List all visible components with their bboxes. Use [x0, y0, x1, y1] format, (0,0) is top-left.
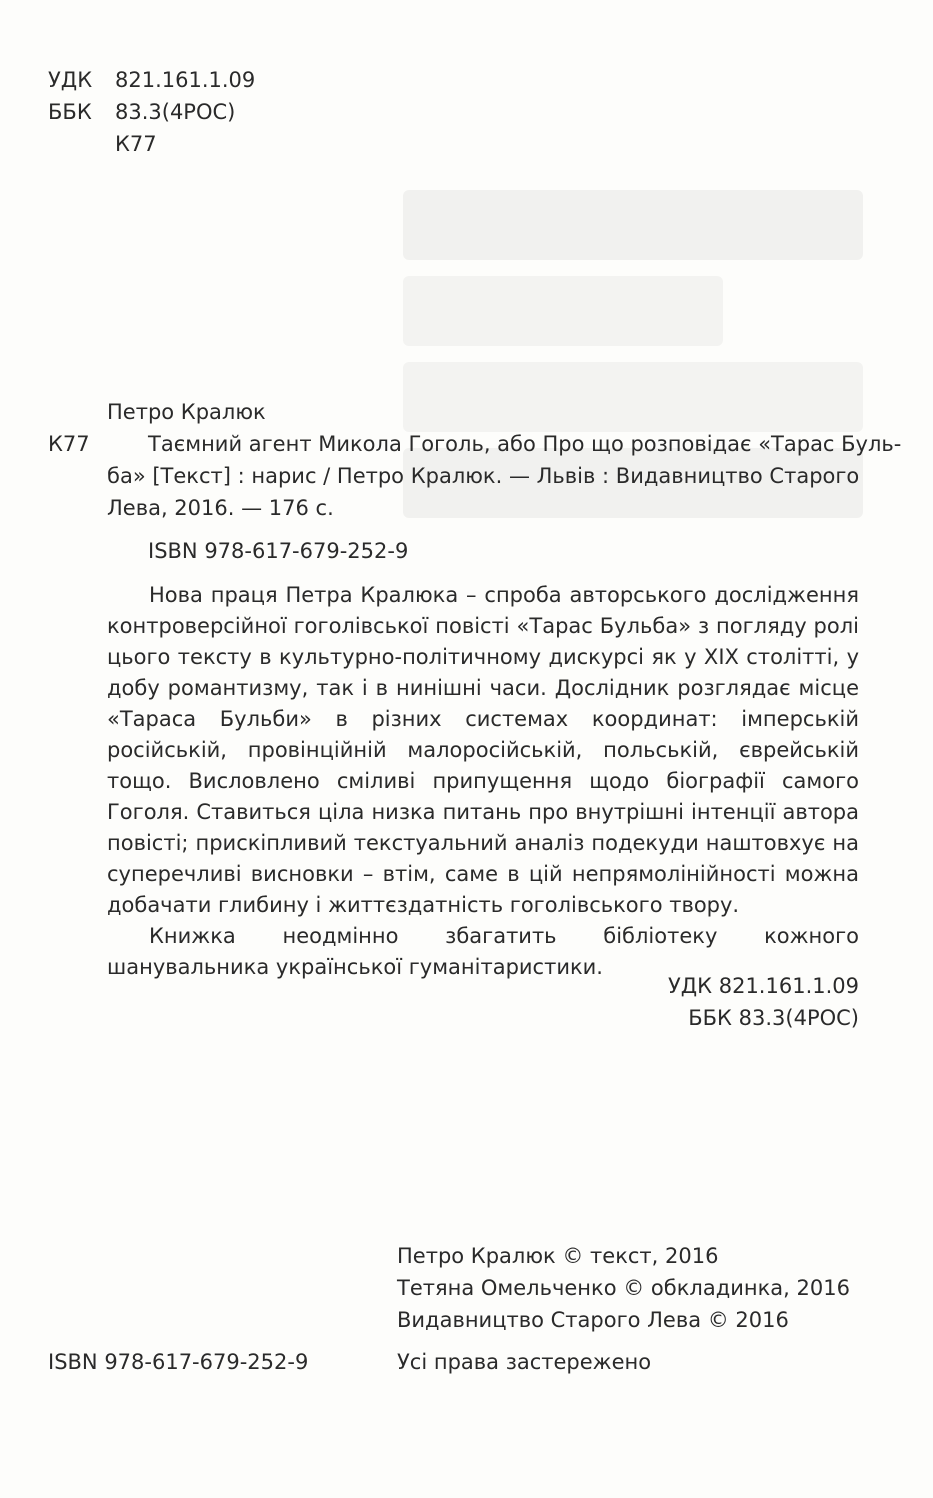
codes-bottom: [668, 970, 859, 1034]
udk-label: УДК: [48, 68, 93, 92]
copyright-line-2: Тетяна Омельченко © обкладинка, 2016: [397, 1276, 850, 1300]
bbk-label: ББК: [48, 100, 92, 124]
record-line-2: ба» [Текст] : нарис / Петро Кралюк. — Львів : Видавництво Старого: [107, 464, 860, 488]
record-isbn: ISBN 978-617-679-252-9: [148, 539, 409, 563]
record-line-3: Лева, 2016. — 176 с.: [107, 496, 334, 520]
annotation: [107, 580, 859, 983]
author-mark: К77: [115, 132, 157, 156]
bbk-bottom: ББК 83.3(4РОС): [688, 1006, 859, 1030]
copyright-line-3: Видавництво Старого Лева © 2016: [397, 1308, 789, 1332]
rights-reserved: Усі права застережено: [397, 1350, 652, 1374]
udk-value: 821.161.1.09: [115, 68, 256, 92]
udk-bottom: УДК 821.161.1.09: [667, 974, 859, 998]
footer-isbn: ISBN 978-617-679-252-9: [48, 1350, 309, 1374]
annotation-paragraph-1: Нова праця Петра Кралюка – спроба авторського дослідження контроверсійної гоголівської повісті «Тарас Бульба» з погляду ролі цього тексту в культурно-політичному дискурсі як у XIX столітті, у добу романтизму, так і в нинішні часи. Дослідник розглядає місце «Тараса Бульби» в різних системах координат: імперській російській, провінційній малоросійській, польській, єврейській тощо. Висловлено сміливі припущення щодо біографії самого Гоголя. Ставиться ціла низка питань про внутрішні інтенції автора повісті; прискіпливий текстуальний аналіз подекуди наштовхує на суперечливі висновки – втім, саме в цій непрямолінійності можна добачати глибину і життєздатність гоголівського твору.: [107, 583, 859, 917]
annotation-paragraph-2: Книжка неодмінно збагатить бібліотеку кожного шанувальника української гуманітаристики.: [107, 924, 859, 979]
bbk-value: 83.3(4РОС): [115, 100, 236, 124]
bleed-through-shadow: [403, 190, 863, 570]
copyright-block: [397, 1240, 850, 1336]
author-mark-left: К77: [48, 432, 90, 456]
classification-block: [48, 64, 255, 160]
record-line-1: Таємний агент Микола Гоголь, або Про що розповідає «Тарас Буль-: [148, 432, 902, 456]
copyright-line-1: Петро Кралюк © текст, 2016: [397, 1244, 719, 1268]
author-heading: Петро Кралюк: [107, 400, 266, 424]
